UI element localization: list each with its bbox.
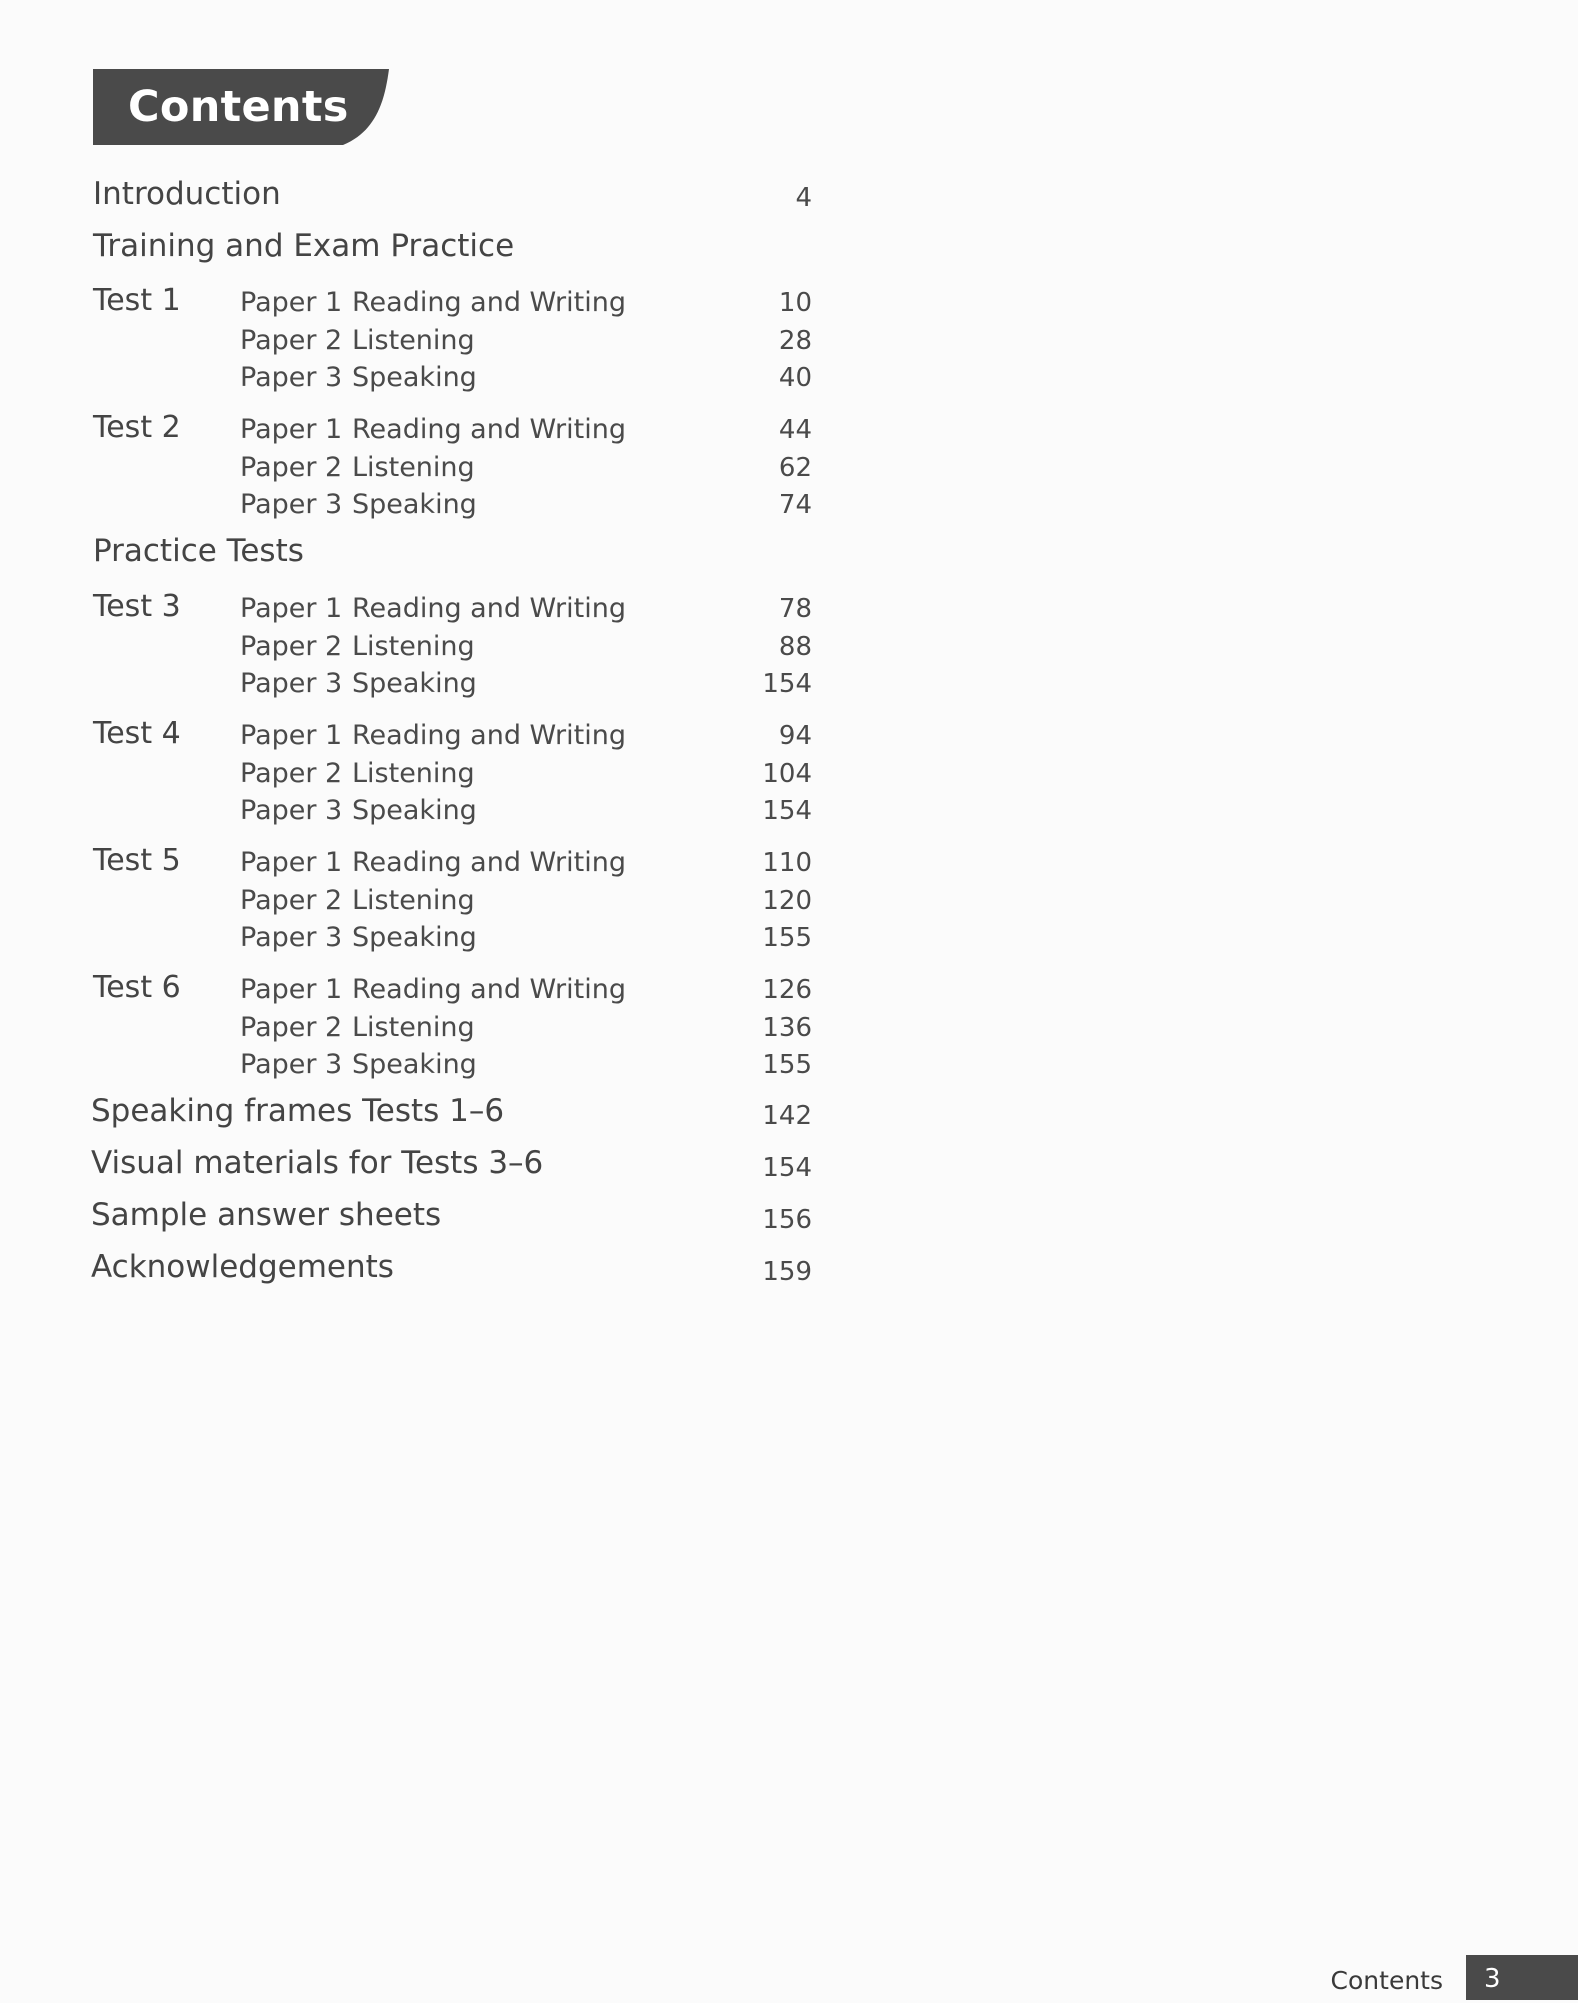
toc-test-5-paper-1-page: 110 (762, 848, 812, 878)
toc-introduction-page: 4 (795, 183, 812, 213)
toc-test-1-paper-1-page: 10 (778, 288, 812, 318)
toc-test-1-paper-3-title[interactable]: Speaking (352, 362, 477, 393)
toc-speaking-frames-page: 142 (762, 1101, 812, 1131)
toc-test-3-paper-2: Paper 2 (240, 631, 343, 662)
toc-test-2-paper-1: Paper 1 (240, 414, 343, 445)
toc-test-1-paper-2: Paper 2 (240, 325, 343, 356)
toc-test-1-paper-1: Paper 1 (240, 287, 343, 318)
toc-test-3-paper-2-page: 88 (778, 632, 812, 662)
toc-acknowledgements-page: 159 (762, 1257, 812, 1287)
toc-speaking-frames-label[interactable]: Speaking frames Tests 1–6 (91, 1093, 505, 1129)
toc-test-6-label[interactable]: Test 6 (93, 970, 181, 1005)
toc-test-1-paper-3-page: 40 (778, 363, 812, 393)
toc-test-3-paper-2-title[interactable]: Listening (352, 631, 475, 662)
toc-test-2-paper-2-page: 62 (778, 453, 812, 483)
toc-test-6-paper-3: Paper 3 (240, 1049, 343, 1080)
toc-test-3-label[interactable]: Test 3 (93, 589, 181, 624)
toc-sample-sheets-page: 156 (762, 1205, 812, 1235)
toc-test-6-paper-1-page: 126 (762, 975, 812, 1005)
toc-test-2-paper-1-page: 44 (778, 415, 812, 445)
toc-test-3-paper-1: Paper 1 (240, 593, 343, 624)
toc-test-5-label[interactable]: Test 5 (93, 843, 181, 878)
toc-test-4-paper-1: Paper 1 (240, 720, 343, 751)
toc-test-6-paper-2-title[interactable]: Listening (352, 1012, 475, 1043)
toc-test-6-paper-2: Paper 2 (240, 1012, 343, 1043)
toc-visual-materials-page: 154 (762, 1153, 812, 1183)
toc-test-4-paper-1-page: 94 (778, 721, 812, 751)
toc-test-4-paper-3-title[interactable]: Speaking (352, 795, 477, 826)
toc-test-2-paper-3-page: 74 (778, 490, 812, 520)
toc-test-4-paper-2: Paper 2 (240, 758, 343, 789)
toc-test-6-paper-1-title[interactable]: Reading and Writing (352, 974, 626, 1005)
toc-test-1-paper-2-title[interactable]: Listening (352, 325, 475, 356)
toc-test-4-paper-3: Paper 3 (240, 795, 343, 826)
toc-test-5-paper-3: Paper 3 (240, 922, 343, 953)
toc-acknowledgements-label[interactable]: Acknowledgements (91, 1249, 394, 1285)
toc-test-5-paper-2: Paper 2 (240, 885, 343, 916)
toc-test-1-paper-1-title[interactable]: Reading and Writing (352, 287, 626, 318)
toc-test-5-paper-1-title[interactable]: Reading and Writing (352, 847, 626, 878)
toc-test-6-paper-2-page: 136 (762, 1013, 812, 1043)
toc-visual-materials-label[interactable]: Visual materials for Tests 3–6 (91, 1145, 544, 1181)
toc-test-2-paper-1-title[interactable]: Reading and Writing (352, 414, 626, 445)
toc-test-3-paper-3-title[interactable]: Speaking (352, 668, 477, 699)
page-title: Contents (128, 82, 349, 132)
toc-test-6-paper-3-title[interactable]: Speaking (352, 1049, 477, 1080)
toc-test-5-paper-3-page: 155 (762, 923, 812, 953)
toc-test-1-paper-3: Paper 3 (240, 362, 343, 393)
toc-test-3-paper-1-title[interactable]: Reading and Writing (352, 593, 626, 624)
toc-test-2-paper-3: Paper 3 (240, 489, 343, 520)
toc-test-3-paper-3-page: 154 (762, 669, 812, 699)
toc-training-heading: Training and Exam Practice (93, 228, 515, 264)
toc-test-4-paper-1-title[interactable]: Reading and Writing (352, 720, 626, 751)
toc-test-2-paper-3-title[interactable]: Speaking (352, 489, 477, 520)
toc-test-5-paper-2-title[interactable]: Listening (352, 885, 475, 916)
footer-section-label: Contents (1330, 1966, 1443, 1995)
toc-test-2-label[interactable]: Test 2 (93, 410, 181, 445)
toc-test-1-paper-2-page: 28 (778, 326, 812, 356)
toc-test-2-paper-2: Paper 2 (240, 452, 343, 483)
toc-test-4-label[interactable]: Test 4 (93, 716, 181, 751)
toc-practice-heading: Practice Tests (93, 533, 304, 569)
toc-test-3-paper-3: Paper 3 (240, 668, 343, 699)
toc-test-4-paper-3-page: 154 (762, 796, 812, 826)
toc-test-1-label[interactable]: Test 1 (93, 283, 181, 318)
toc-test-4-paper-2-title[interactable]: Listening (352, 758, 475, 789)
footer-page-number: 3 (1466, 1955, 1578, 2000)
toc-test-5-paper-3-title[interactable]: Speaking (352, 922, 477, 953)
toc-test-3-paper-1-page: 78 (778, 594, 812, 624)
toc-test-2-paper-2-title[interactable]: Listening (352, 452, 475, 483)
toc-test-4-paper-2-page: 104 (762, 759, 812, 789)
toc-test-5-paper-2-page: 120 (762, 886, 812, 916)
toc-test-6-paper-3-page: 155 (762, 1050, 812, 1080)
toc-introduction-label[interactable]: Introduction (93, 176, 281, 212)
toc-sample-sheets-label[interactable]: Sample answer sheets (91, 1197, 442, 1233)
toc-test-6-paper-1: Paper 1 (240, 974, 343, 1005)
toc-test-5-paper-1: Paper 1 (240, 847, 343, 878)
